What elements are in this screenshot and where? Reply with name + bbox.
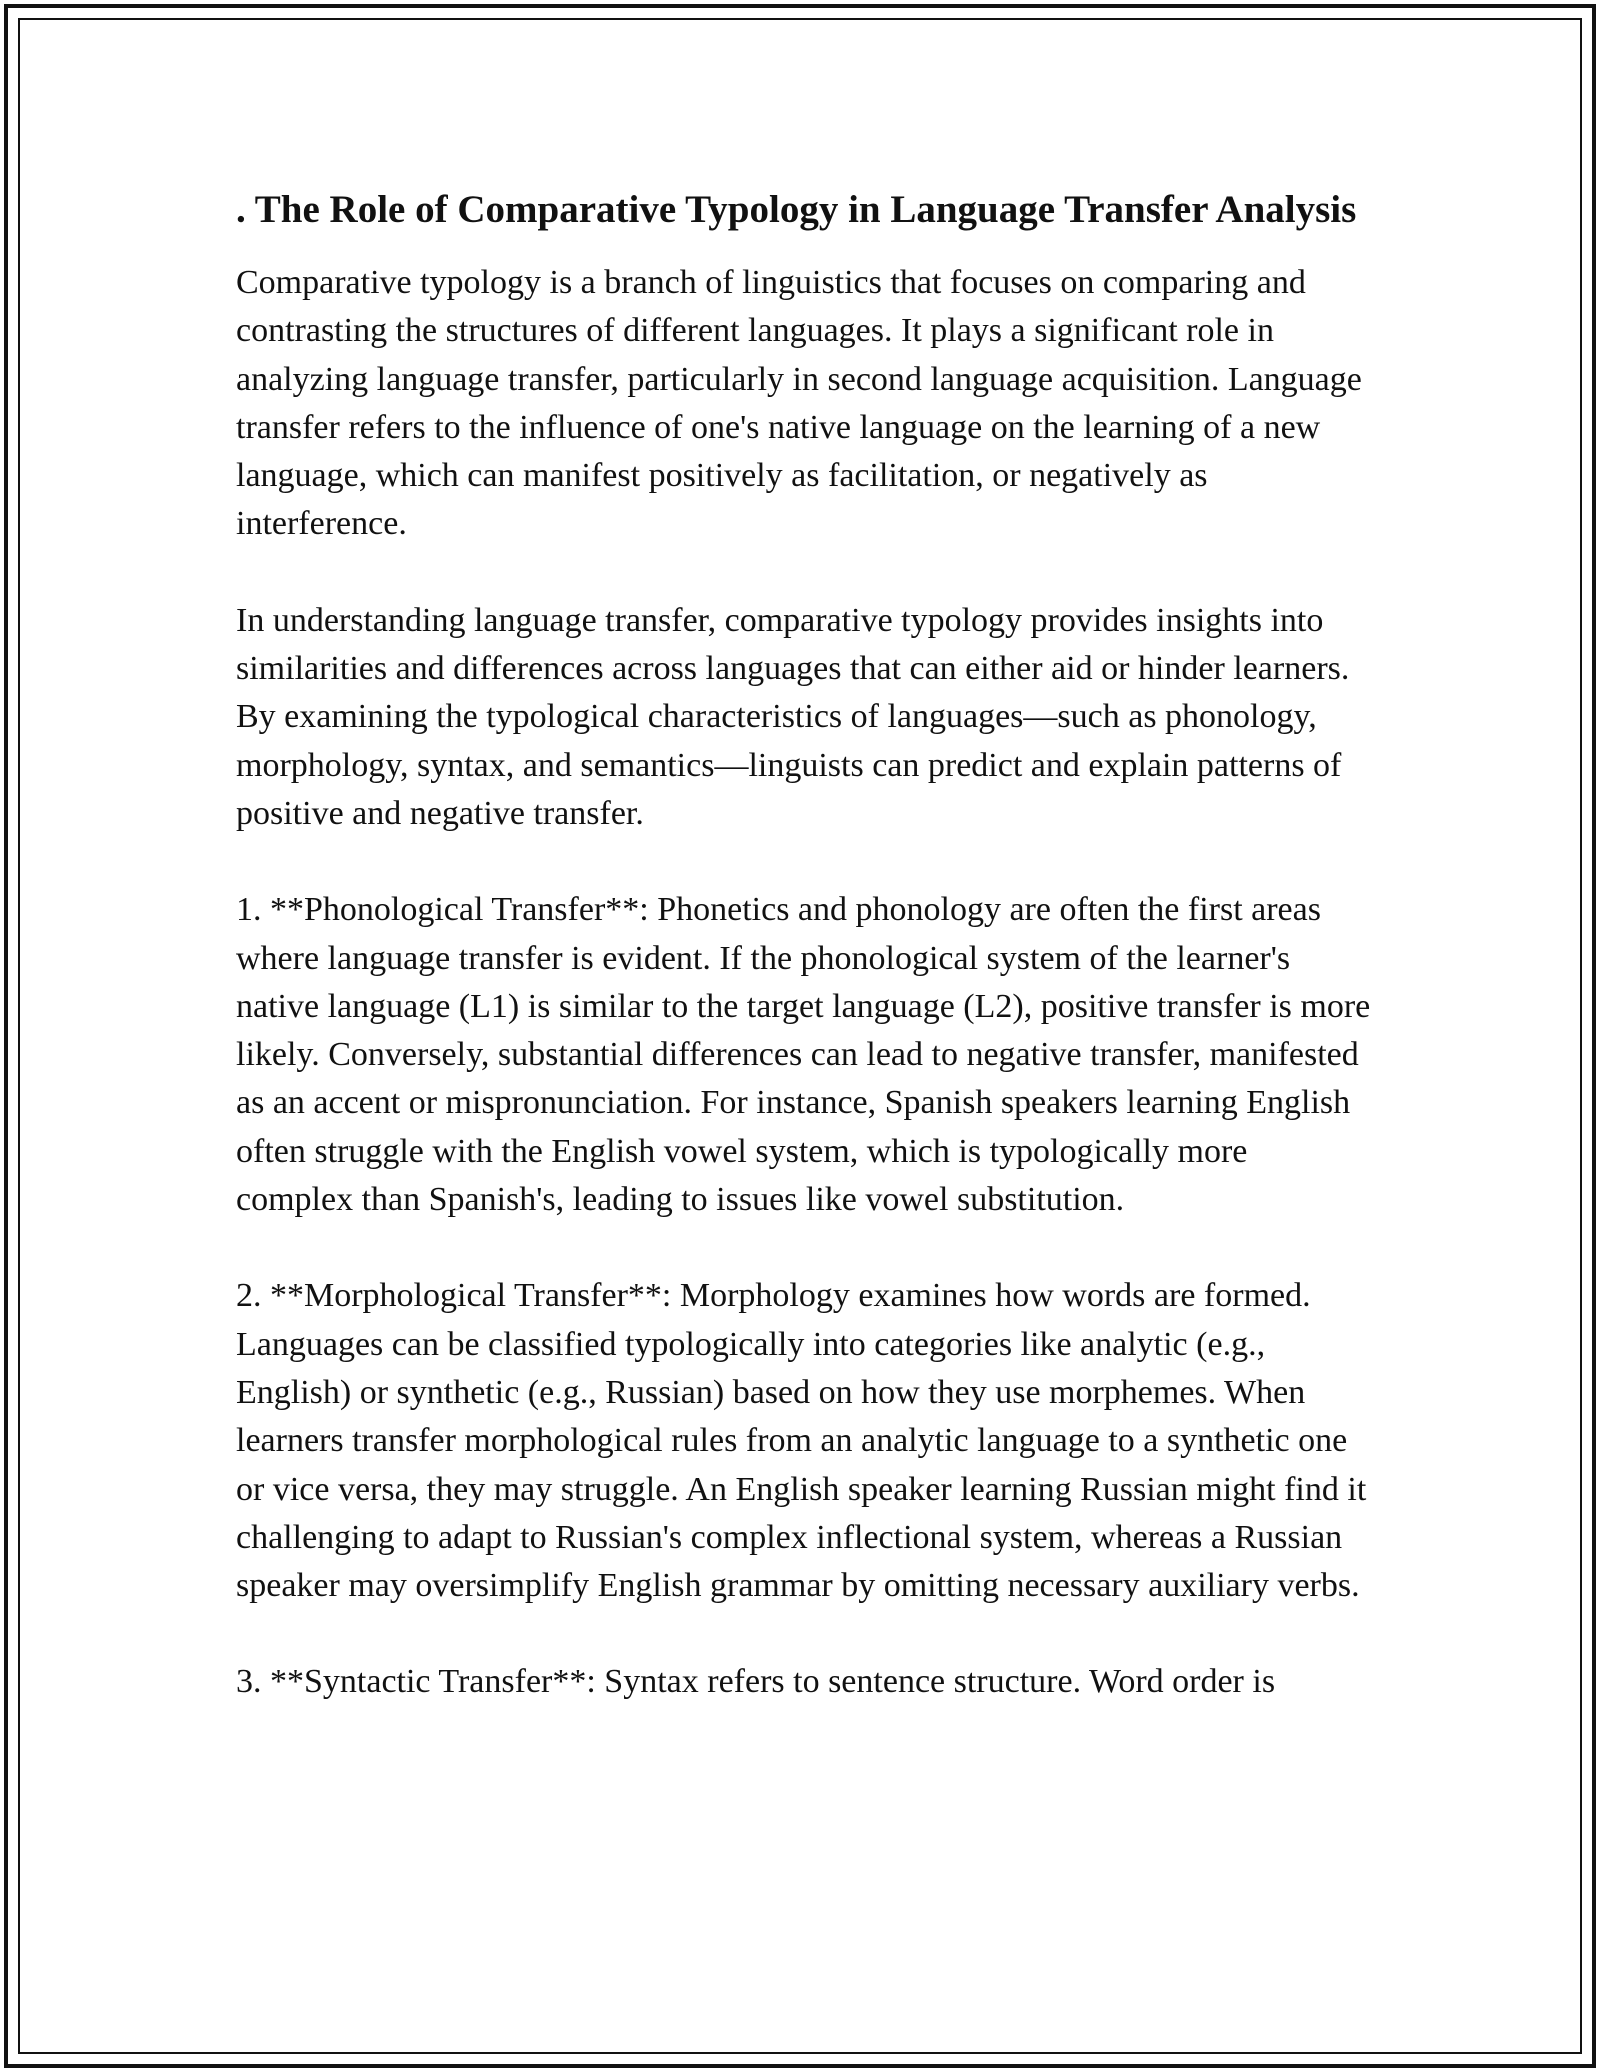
paragraph-syntactic-transfer: 3. **Syntactic Transfer**: Syntax refers to sentence structure. Word order is	[236, 1663, 1276, 1701]
document-title: . The Role of Comparative Typology in Language Transfer Analysis	[236, 188, 1357, 231]
paragraph-introduction: Comparative typology is a branch of linguistics that focuses on comparing and contrasting the structures of different languages. It plays a significant role in analyzing language transfer, particularly in second language acquisition. Language transfer refers to the influence of one's native language on the learning of a new language, which can manifest positively as facilitation, or negatively as interference.	[236, 264, 1362, 543]
paragraph-understanding-transfer: In understanding language transfer, comparative typology provides insights into similarities and differences across languages that can either aid or hinder learners. By examining the typological characteristics of languages—such as phonology, morphology, syntax, and semantics—linguists can predict and explain patterns of positive and negative transfer.	[236, 601, 1350, 832]
paragraph-phonological-transfer: 1. **Phonological Transfer**: Phonetics and phonology are often the first areas where language transfer is evident. If the phonological system of the learner's native language (L1) is similar to the target language (L2), positive transfer is more likely. Conversely, substantial differences can lead to negative transfer, manifested as an accent or mispronunciation. For instance, Spanish speakers learning English often struggle with the English vowel system, which is typologically more complex than Spanish's, leading to issues like vowel substitution.	[236, 891, 1371, 1219]
document-body	[236, 182, 1371, 1707]
paragraph-morphological-transfer: 2. **Morphological Transfer**: Morphology examines how words are formed. Languages can be classified typologically into categories like analytic (e.g., English) or synthetic (e.g., Russian) based on how they use morphemes. When learners transfer morphological rules from an analytic language to a synthetic one or vice versa, they may struggle. An English speaker learning Russian might find it challenging to adapt to Russian's complex inflectional system, whereas a Russian speaker may oversimplify English grammar by omitting necessary auxiliary verbs.	[236, 1277, 1367, 1605]
